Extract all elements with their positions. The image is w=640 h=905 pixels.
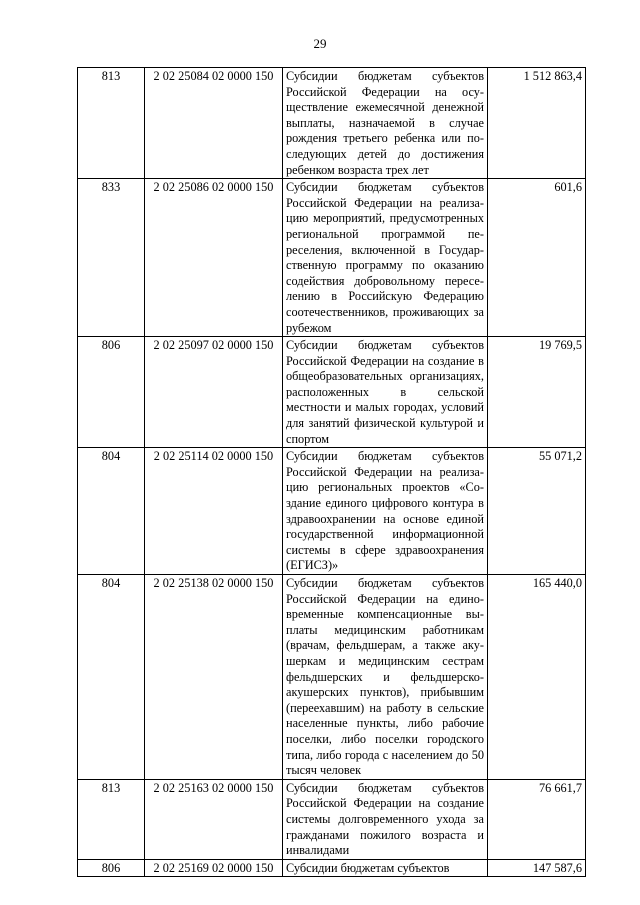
admin-code-cell: 813 [78, 779, 145, 859]
admin-code-cell: 804 [78, 448, 145, 575]
amount-cell: 147 587,6 [488, 859, 586, 877]
table-row [78, 68, 586, 179]
description-cell: Субсидии бюджетам субъектов Российской Федерации на реализацию мероприятий, предусмотренных региональной программой переселения, включенной в Государственную программу по оказанию содействия добровольному переселению в Российскую Федерацию соотечественников, проживающих за рубежом [283, 179, 488, 337]
budget-code-cell: 2 02 25114 02 0000 150 [145, 448, 283, 575]
description-cell: Субсидии бюджетам субъектов Российской Федерации на реализацию региональных проектов «Создание единого цифрового контура в здравоохранении на основе единой государственной информационной системы в сфере здравоохранения (ЕГИСЗ)» [283, 448, 488, 575]
amount-cell: 601,6 [488, 179, 586, 337]
admin-code-cell: 813 [78, 68, 145, 179]
budget-code-cell: 2 02 25163 02 0000 150 [145, 779, 283, 859]
budget-code-cell: 2 02 25086 02 0000 150 [145, 179, 283, 337]
budget-code-cell: 2 02 25097 02 0000 150 [145, 337, 283, 448]
budget-table [77, 67, 586, 877]
table-row [78, 575, 586, 780]
admin-code-cell: 806 [78, 859, 145, 877]
page-number: 29 [313, 36, 327, 51]
amount-cell: 55 071,2 [488, 448, 586, 575]
description-cell: Субсидии бюджетам субъектов Российской Федерации на создание в общеобразовательных организациях, расположенных в сельской местности и малых городах, условий для занятий физической культурой и спортом [283, 337, 488, 448]
table-row [78, 179, 586, 337]
description-cell: Субсидии бюджетам субъектов Российской Федерации на осуществление ежемесячной денежной выплаты, назначаемой в случае рождения третьего ребенка или последующих детей до достижения ребенком возраста трех лет [283, 68, 488, 179]
admin-code-cell: 804 [78, 575, 145, 780]
table-row [78, 779, 586, 859]
amount-cell: 19 769,5 [488, 337, 586, 448]
table-row [78, 859, 586, 877]
table-row [78, 337, 586, 448]
budget-code-cell: 2 02 25084 02 0000 150 [145, 68, 283, 179]
amount-cell: 76 661,7 [488, 779, 586, 859]
description-cell: Субсидии бюджетам субъектов [283, 859, 488, 877]
admin-code-cell: 806 [78, 337, 145, 448]
amount-cell: 1 512 863,4 [488, 68, 586, 179]
budget-code-cell: 2 02 25169 02 0000 150 [145, 859, 283, 877]
description-cell: Субсидии бюджетам субъектов Российской Федерации на единовременные компенсационные выплаты медицинским работникам (врачам, фельдшерам, а также акушеркам и медицинским сестрам фельдшерских и фельдшерско-акушерских пунктов), прибывшим (переехавшим) на работу в сельские населенные пункты, либо рабочие поселки, либо поселки городского типа, либо города с населением до 50 тысяч человек [283, 575, 488, 780]
description-cell: Субсидии бюджетам субъектов Российской Федерации на создание системы долговременного ухода за гражданами пожилого возраста и инвалидами [283, 779, 488, 859]
budget-code-cell: 2 02 25138 02 0000 150 [145, 575, 283, 780]
table-row [78, 448, 586, 575]
admin-code-cell: 833 [78, 179, 145, 337]
amount-cell: 165 440,0 [488, 575, 586, 780]
